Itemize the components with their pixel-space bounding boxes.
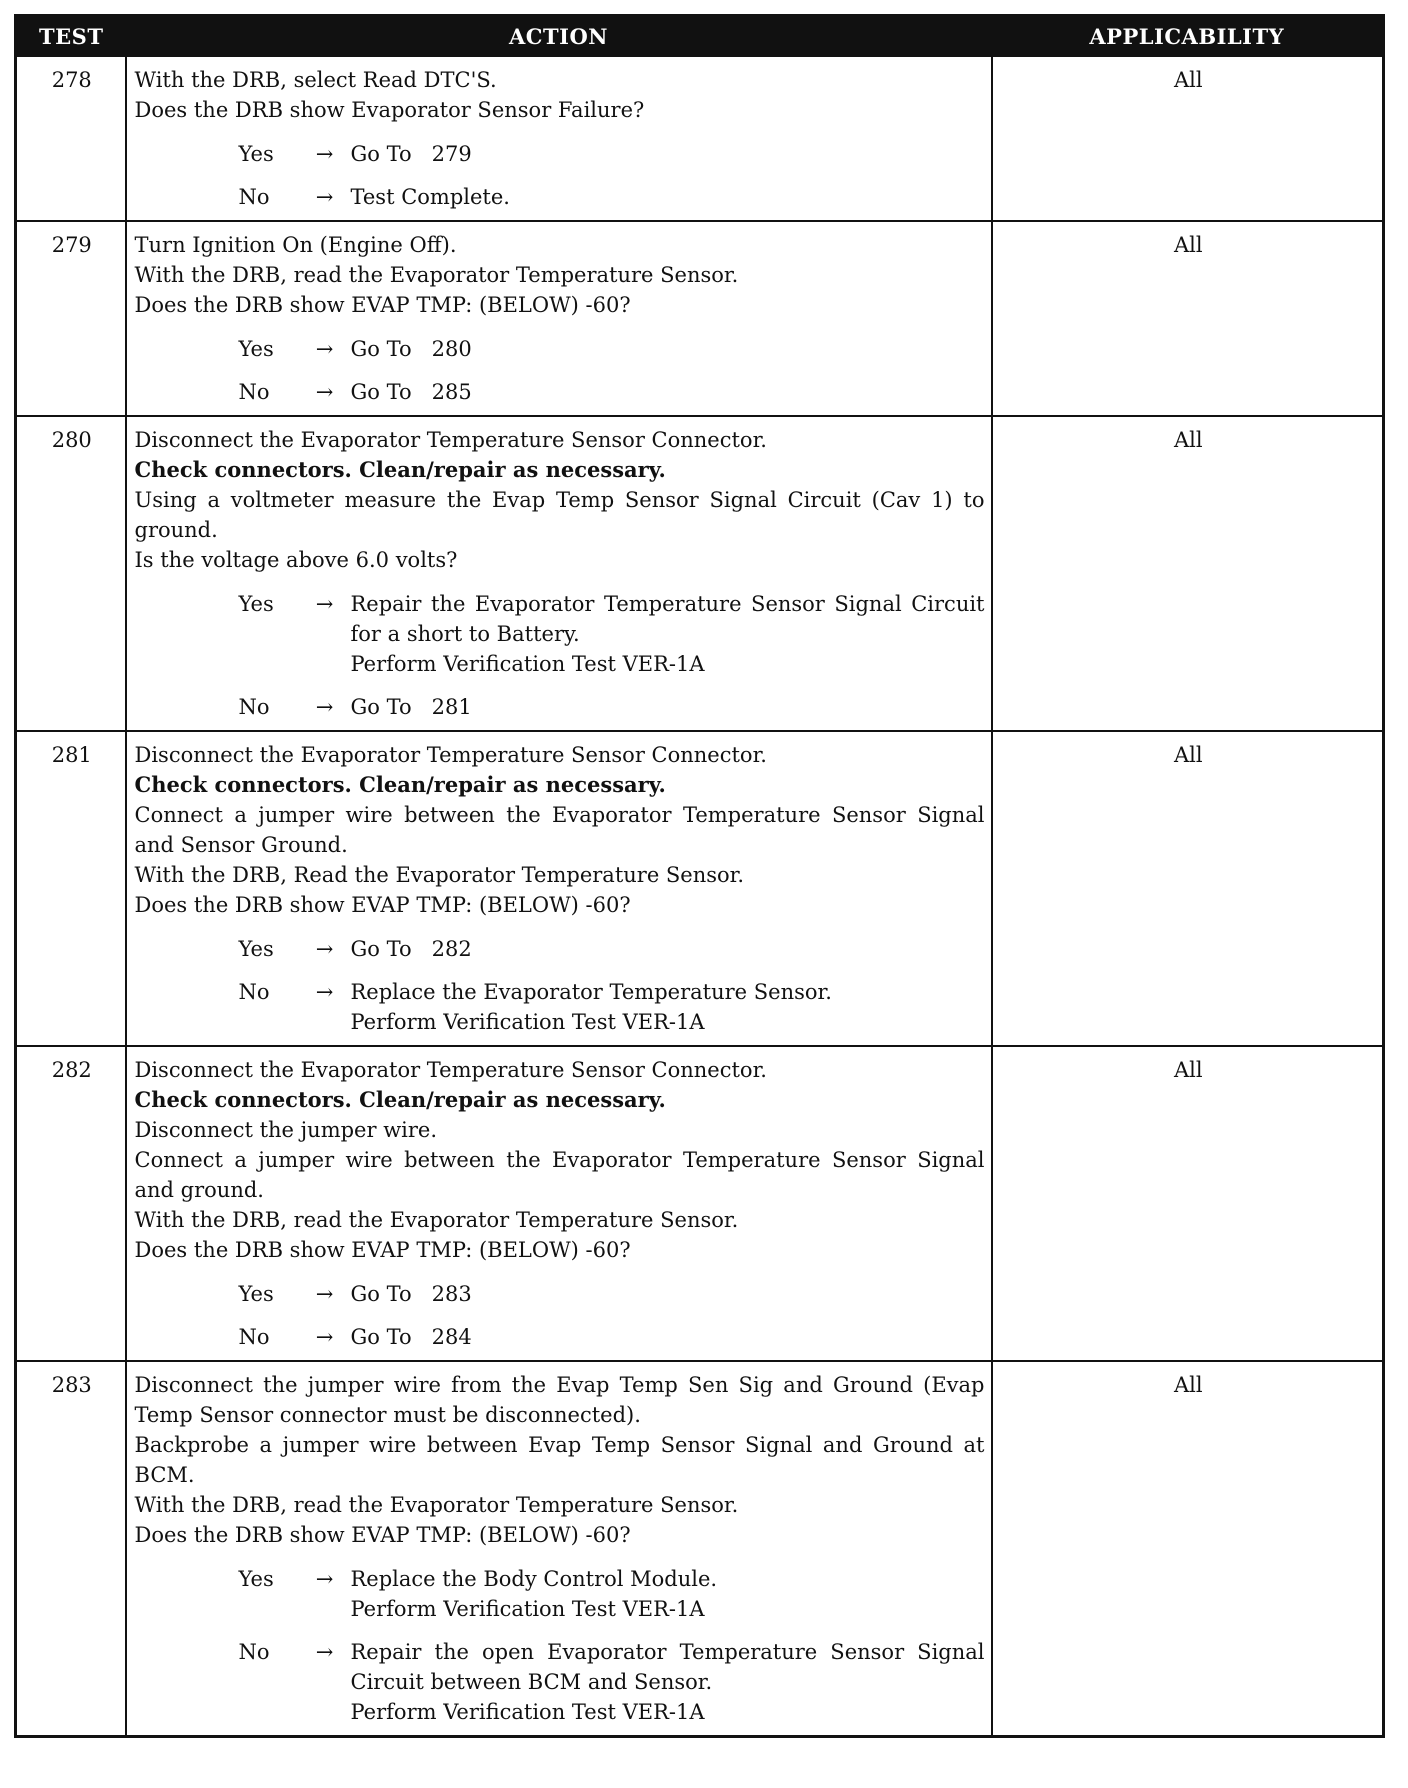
- option-label: No: [238, 1640, 270, 1664]
- result-line: Replace the Evaporator Temperature Sensor.: [350, 980, 832, 1004]
- action-warning-line: Check connectors. Clean/repair as necessary.: [134, 1087, 666, 1112]
- action-line: Disconnect the Evaporator Temperature Sensor Connector.: [134, 428, 767, 452]
- option-label: No: [238, 980, 270, 1004]
- diagnostic-table: [14, 14, 1385, 1738]
- decision-option: [135, 934, 985, 964]
- action-line: Using a voltmeter measure the Evap Temp Sensor Signal Circuit (Cav 1) to ground.: [134, 488, 985, 542]
- option-result: [351, 1322, 985, 1352]
- right-arrow-icon: →: [315, 142, 334, 166]
- right-arrow-icon: →: [315, 980, 334, 1004]
- result-line: Perform Verification Test VER-1A: [350, 1010, 705, 1034]
- test-number: 283: [16, 1361, 126, 1737]
- action-line: Disconnect the Evaporator Temperature Sensor Connector.: [134, 743, 767, 767]
- right-arrow-icon: →: [315, 1325, 334, 1349]
- decision-options: [135, 334, 985, 407]
- decision-option: [135, 139, 985, 169]
- action-line: Disconnect the jumper wire.: [134, 1118, 438, 1142]
- action-cell: [126, 416, 992, 731]
- right-arrow-icon: →: [315, 1640, 334, 1664]
- decision-option: [135, 1564, 985, 1624]
- action-line: Turn Ignition On (Engine Off).: [134, 233, 457, 257]
- result-line: Repair the open Evaporator Temperature Sensor Signal Circuit between BCM and Sensor.: [350, 1640, 992, 1694]
- test-number: 280: [16, 416, 126, 731]
- option-label: Yes: [238, 937, 274, 961]
- result-line: Go To 279: [350, 142, 472, 166]
- result-line: Test Complete.: [350, 185, 510, 209]
- option-result: [351, 692, 985, 722]
- right-arrow-icon: →: [315, 337, 334, 361]
- option-label: No: [238, 1325, 270, 1349]
- test-number: 278: [16, 56, 126, 221]
- option-result: [351, 1564, 985, 1624]
- right-arrow-icon: →: [315, 592, 334, 616]
- test-number: 282: [16, 1046, 126, 1361]
- result-line: Perform Verification Test VER-1A: [350, 652, 705, 676]
- action-line: Does the DRB show EVAP TMP: (BELOW) -60?: [134, 1523, 631, 1547]
- option-label: No: [238, 380, 270, 404]
- right-arrow-icon: →: [315, 695, 334, 719]
- action-line: Disconnect the jumper wire from the Evap Temp Sen Sig and Ground (Evap Temp Sensor connector must be disconnected).: [134, 1373, 985, 1427]
- decision-options: [135, 934, 985, 1037]
- decision-option: [135, 1322, 985, 1352]
- action-line: Connect a jumper wire between the Evaporator Temperature Sensor Signal and Sensor Ground.: [134, 803, 985, 857]
- option-label: Yes: [238, 142, 274, 166]
- action-line: Backprobe a jumper wire between Evap Temp Sensor Signal and Ground at BCM.: [134, 1433, 985, 1487]
- action-warning-line: Check connectors. Clean/repair as necessary.: [134, 772, 666, 797]
- option-label: Yes: [238, 1282, 274, 1306]
- option-result: [351, 139, 985, 169]
- decision-option: [135, 692, 985, 722]
- table-row: [16, 221, 1384, 416]
- applicability-value: All: [992, 416, 1384, 731]
- action-line: Is the voltage above 6.0 volts?: [134, 548, 458, 572]
- decision-option: [135, 182, 985, 212]
- result-line: Go To 282: [350, 937, 472, 961]
- right-arrow-icon: →: [315, 380, 334, 404]
- action-line: With the DRB, read the Evaporator Temperature Sensor.: [134, 263, 739, 287]
- option-result: [351, 1279, 985, 1309]
- action-line: Connect a jumper wire between the Evaporator Temperature Sensor Signal and ground.: [134, 1148, 985, 1202]
- action-cell: [126, 1361, 992, 1737]
- action-warning-line: Check connectors. Clean/repair as necessary.: [134, 457, 666, 482]
- result-line: Go To 285: [350, 380, 472, 404]
- decision-option: [135, 1279, 985, 1309]
- result-line: Go To 283: [350, 1282, 472, 1306]
- header-applicability: APPLICABILITY: [992, 16, 1384, 57]
- option-result: [351, 977, 985, 1037]
- option-result: [351, 182, 985, 212]
- action-line: With the DRB, read the Evaporator Temperature Sensor.: [134, 1208, 739, 1232]
- option-label: No: [238, 695, 270, 719]
- right-arrow-icon: →: [315, 1282, 334, 1306]
- table-row: [16, 1361, 1384, 1737]
- action-line: Disconnect the Evaporator Temperature Sensor Connector.: [134, 1058, 767, 1082]
- header-test: TEST: [16, 16, 126, 57]
- action-cell: [126, 221, 992, 416]
- option-result: [351, 334, 985, 364]
- action-line: With the DRB, Read the Evaporator Temperature Sensor.: [134, 863, 745, 887]
- applicability-value: All: [992, 1361, 1384, 1737]
- applicability-value: All: [992, 221, 1384, 416]
- result-line: Repair the Evaporator Temperature Sensor Signal Circuit for a short to Battery.: [350, 592, 992, 646]
- action-line: With the DRB, select Read DTC'S.: [134, 68, 497, 92]
- decision-options: [135, 589, 992, 722]
- result-line: Go To 281: [350, 695, 472, 719]
- option-label: Yes: [238, 1567, 274, 1591]
- test-number: 279: [16, 221, 126, 416]
- table-row: [16, 1046, 1384, 1361]
- result-line: Go To 284: [350, 1325, 472, 1349]
- table-header-row: [16, 16, 1384, 57]
- decision-options: [135, 139, 985, 212]
- table-row: [16, 731, 1384, 1046]
- option-label: Yes: [238, 592, 274, 616]
- option-result: [350, 1637, 992, 1727]
- right-arrow-icon: →: [315, 1567, 334, 1591]
- decision-option: [135, 334, 985, 364]
- action-cell: [126, 1046, 992, 1361]
- applicability-value: All: [992, 731, 1384, 1046]
- decision-option: [135, 589, 992, 679]
- option-result: [350, 589, 992, 679]
- applicability-value: All: [992, 1046, 1384, 1361]
- action-line: With the DRB, read the Evaporator Temperature Sensor.: [134, 1493, 739, 1517]
- decision-option: [135, 377, 985, 407]
- result-line: Perform Verification Test VER-1A: [350, 1700, 705, 1724]
- result-line: Perform Verification Test VER-1A: [350, 1597, 705, 1621]
- table-row: [16, 416, 1384, 731]
- option-result: [351, 377, 985, 407]
- option-label: Yes: [238, 337, 274, 361]
- table-row: [16, 56, 1384, 221]
- diagnostic-page: [14, 14, 1382, 1774]
- decision-option: [135, 977, 985, 1037]
- option-label: No: [238, 185, 270, 209]
- right-arrow-icon: →: [315, 937, 334, 961]
- decision-option: [135, 1637, 992, 1727]
- header-action: ACTION: [126, 16, 992, 57]
- action-cell: [126, 731, 992, 1046]
- action-line: Does the DRB show EVAP TMP: (BELOW) -60?: [134, 1238, 631, 1262]
- test-number: 281: [16, 731, 126, 1046]
- right-arrow-icon: →: [315, 185, 334, 209]
- action-cell: [126, 56, 992, 221]
- action-line: Does the DRB show EVAP TMP: (BELOW) -60?: [134, 893, 631, 917]
- decision-options: [135, 1279, 985, 1352]
- option-result: [351, 934, 985, 964]
- result-line: Replace the Body Control Module.: [350, 1567, 718, 1591]
- action-line: Does the DRB show EVAP TMP: (BELOW) -60?: [134, 293, 631, 317]
- result-line: Go To 280: [350, 337, 472, 361]
- action-line: Does the DRB show Evaporator Sensor Failure?: [134, 98, 645, 122]
- applicability-value: All: [992, 56, 1384, 221]
- decision-options: [135, 1564, 992, 1727]
